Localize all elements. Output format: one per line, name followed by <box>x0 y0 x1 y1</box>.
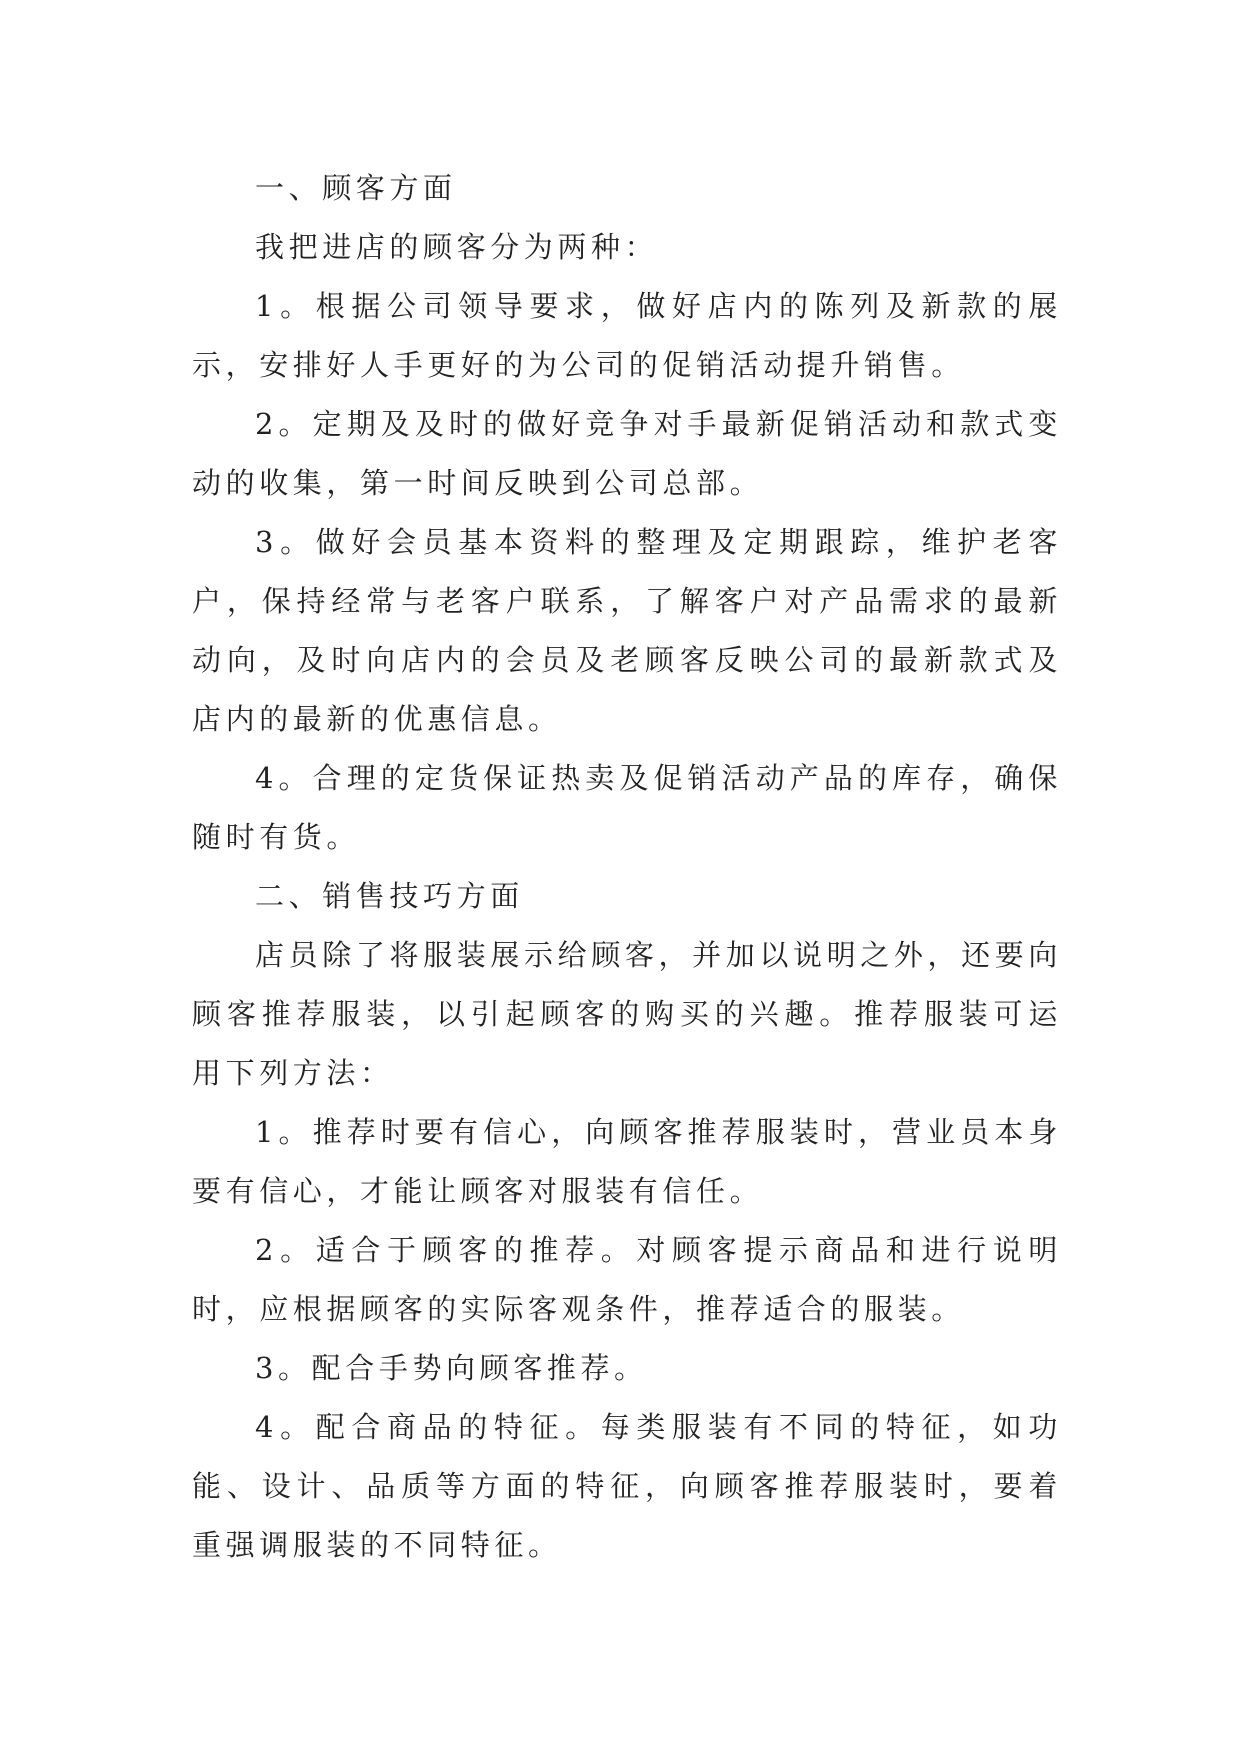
paragraph-item-4: 4。合理的定货保证热卖及促销活动产品的库存，确保随时有货。 <box>192 761 1062 854</box>
section-heading-customer: 一、顾客方面 <box>255 171 457 205</box>
paragraph-method-3: 3。配合手势向顾客推荐。 <box>255 1351 648 1385</box>
paragraph-method-1: 1。推荐时要有信心，向顾客推荐服装时，营业员本身要有信心，才能让顾客对服装有信任。 <box>192 1115 1062 1208</box>
paragraph-method-2: 2。适合于顾客的推荐。对顾客提示商品和进行说明时，应根据顾客的实际客观条件，推荐适合的服装。 <box>192 1233 1062 1326</box>
paragraph-sales-intro: 店员除了将服装展示给顾客，并加以说明之外，还要向顾客推荐服装，以引起顾客的购买的兴趣。推荐服装可运用下列方法： <box>192 938 1062 1090</box>
paragraph-item-1: 1。根据公司领导要求，做好店内的陈列及新款的展示，安排好人手更好的为公司的促销活动提升销售。 <box>192 289 1062 382</box>
paragraph-customer-types: 我把进店的顾客分为两种： <box>255 230 659 264</box>
paragraph-method-4: 4。配合商品的特征。每类服装有不同的特征，如功能、设计、品质等方面的特征，向顾客推荐服装时，要着重强调服装的不同特征。 <box>192 1410 1062 1562</box>
document-body <box>192 159 1062 1575</box>
paragraph-item-2: 2。定期及及时的做好竞争对手最新促销活动和款式变动的收集，第一时间反映到公司总部。 <box>192 407 1062 500</box>
paragraph-item-3: 3。做好会员基本资料的整理及定期跟踪，维护老客户，保持经常与老客户联系，了解客户对产品需求的最新动向，及时向店内的会员及老顾客反映公司的最新款式及店内的最新的优惠信息。 <box>192 525 1062 736</box>
section-heading-sales-skills: 二、销售技巧方面 <box>255 879 524 913</box>
